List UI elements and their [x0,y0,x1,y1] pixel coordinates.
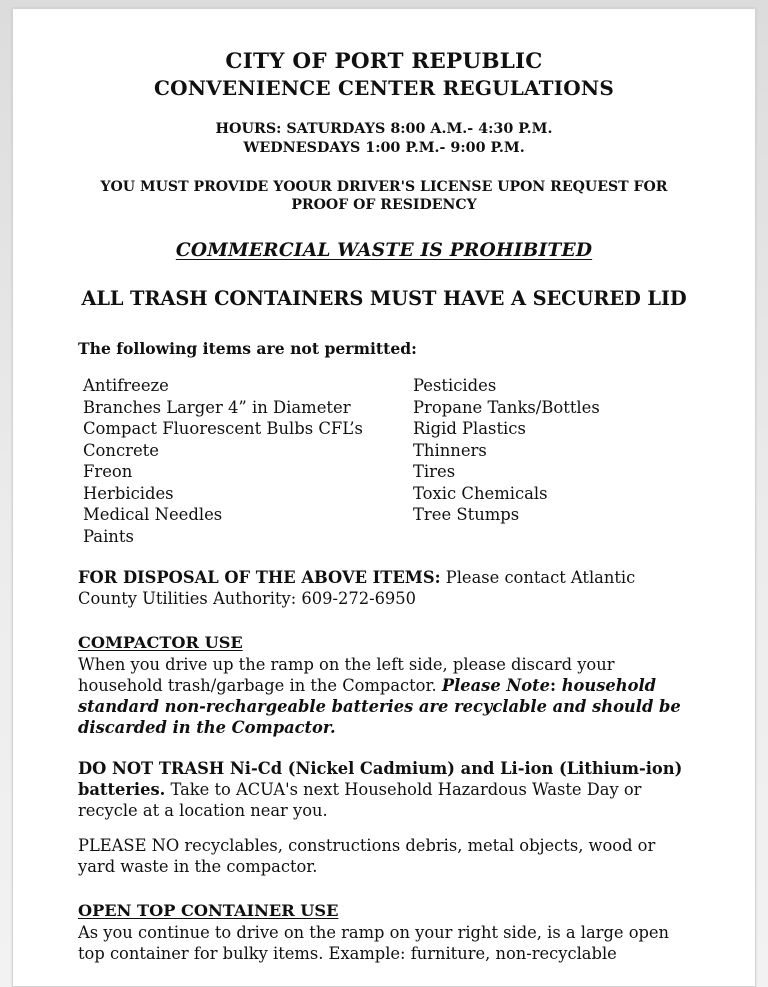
battery-warning-lead: DO NOT TRASH Ni-Cd (Nickel Cadmium) and Li-ion (Lithium-ion) batteries. [78,759,683,800]
compactor-note-separator: : [550,676,562,696]
no-recyclables-notice: PLEASE NO recyclables, constructions debris, metal objects, wood or yard waste in the compactor. [78,836,656,877]
compactor-note-italic: household standard non-rechargeable batteries are recyclable and should be discarded in the Compactor. [78,676,681,738]
list-item: Medical Needles [83,505,223,525]
prohibited-items-columns [83,375,697,547]
open-top-container-heading: OPEN TOP CONTAINER USE [78,901,339,921]
list-item: Concrete [83,440,159,460]
list-item: Rigid Plastics [413,419,526,439]
secured-lid-banner: ALL TRASH CONTAINERS MUST HAVE A SECURED LID [81,287,687,311]
compactor-body-regular: When you drive up the ramp on the left side, please discard your household trash/garbage in the Compactor. [78,655,615,696]
list-item: Propane Tanks/Bottles [413,397,600,417]
list-item: Tree Stumps [413,505,520,525]
list-item: Tires [413,462,456,482]
document-title-line-2: CONVENIENCE CENTER REGULATIONS [153,76,615,101]
list-item: Paints [83,526,134,546]
residency-notice-line-1: YOU MUST PROVIDE YOOUR DRIVER'S LICENSE UPON REQUEST FOR [100,178,668,195]
compactor-note-label: Please Note [441,676,550,696]
prohibited-items-column-left [83,375,413,547]
residency-notice-line-2: PROOF OF RESIDENCY [291,197,477,214]
disposal-notice [78,567,697,609]
document-title-line-1: CITY OF PORT REPUBLIC [225,49,543,74]
list-item: Branches Larger 4” in Diameter [83,397,351,417]
document-body [71,49,697,964]
disposal-notice-lead: FOR DISPOSAL OF THE ABOVE ITEMS: [78,568,441,588]
list-item: Herbicides [83,483,174,503]
document-page [12,8,756,987]
residency-notice [71,178,697,216]
hours-wednesday: WEDNESDAYS 1:00 P.M.- 9:00 P.M. [243,139,525,156]
list-item: Toxic Chemicals [413,483,548,503]
list-item: Thinners [413,440,487,460]
list-item: Pesticides [413,376,497,396]
list-item: Freon [83,462,133,482]
compactor-use-body [78,654,697,738]
battery-warning [78,758,697,821]
prohibited-items-column-right [413,375,713,547]
list-item: Antifreeze [83,376,169,396]
hours-block [71,120,697,158]
disposal-notice-body: Please contact Atlantic County Utilities Authority: 609-272-6950 [78,568,636,609]
compactor-use-heading: COMPACTOR USE [78,633,243,653]
hours-saturday: HOURS: SATURDAYS 8:00 A.M.- 4:30 P.M. [215,120,553,137]
list-item: Compact Fluorescent Bulbs CFL’s [83,419,363,439]
prohibited-items-heading: The following items are not permitted: [78,339,417,359]
commercial-waste-banner: COMMERCIAL WASTE IS PROHIBITED [175,240,593,262]
battery-warning-body: Take to ACUA's next Household Hazardous Waste Day or recycle at a location near you. [78,780,642,821]
open-top-container-body: As you continue to drive on the ramp on your right side, is a large open top container for bulky items. Example: furniture, non-recyclable [78,923,670,964]
